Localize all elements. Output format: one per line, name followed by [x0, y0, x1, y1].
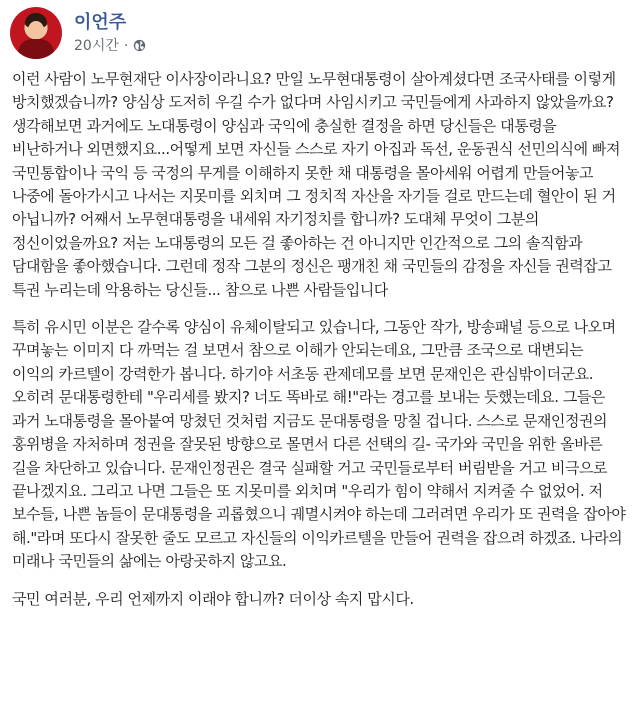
avatar[interactable] — [10, 7, 62, 59]
post-paragraph: 특히 유시민 이분은 갈수록 양심이 유체이탈되고 있습니다, 그동안 작가, 방송패널 등으로 나오며 꾸며놓는 이미지 다 까먹는 걸 보면서 참으로 이해가 안되는데요, 그만큼 조국으로 대변되는 이익의 카르텔이 강력한가 봅니다. 하기야 서초동 관제데모를 보면 문재인은 관심밖이더군요. 오히려 문대통령한테 "우리세를 봤지? 너도 똑바로 해!"라는 경고를 보내는 듯했는데요. 그들은 과거 노대통령을 몰아붙여 망쳤던 것처럼 지금도 문대통령을 망칠 겁니다. 스스로 문재인정권의 홍위병을 자처하며 정권을 잘못된 방향으로 몰면서 다른 선택의 길- 국가와 국민을 위한 올바른 길을 차단하고 있습니다. 문재인정권은 결국 실패할 거고 국민들로부터 버림받을 거고 비극으로 끝나겠지요. 그리고 나면 그들은 또 지못미를 외치며 "우리가 힘이 약해서 지켜줄 수 없었어. 저 보수들, 나쁜 놈들이 문대통령을 괴롭혔으니 궤멸시켜야 하는데 그러려면 우리가 또 권력을 잡아야 해."라며 또다시 잘못한 줄도 모르고 자신들의 이익카르텔을 만들어 권력을 잡으려 하겠죠. 나라의 미래나 국민들의 삶에는 아랑곳하지 않고요. — [12, 318, 626, 571]
post-paragraph: 국민 여러분, 우리 언제까지 이래야 합니까? 더이상 속지 맙시다. — [12, 589, 414, 608]
globe-icon[interactable] — [133, 39, 146, 52]
post-paragraph: 이런 사람이 노무현재단 이사장이라니요? 만일 노무현대통령이 살아계셨다면 조국사태를 이렇게 방치했겠습니까? 양심상 도저히 우길 수가 없다며 사임시키고 국민들에게 사과하지 않았을까요? 생각해보면 과거에도 노대통령이 양심과 국익에 충실한 결정을 하면 당신들은 대통령을 비난하거나 외면했지요...어떻게 보면 자신들 스스로 자기 아집과 독선, 운동권식 선민의식에 빠져 국민통합이나 국익 등 국정의 무게를 이해하지 못한 채 대통령을 몰아세워 어렵게 만들어놓고 나중에 돌아가시고 나서는 지못미를 외치며 그 정치적 자산을 자기들 걸로 만드는데 혈안이 된 거 아닙니까? 어째서 노무현대통령을 내세워 자기정치를 합니까? 도대체 무엇이 그분의 정신이었을까요? 저는 노대통령의 모든 걸 좋아하는 건 아니지만 인간적으로 그의 솔직함과 담대함을 좋아했습니다. 그런데 정작 그분의 정신은 팽개친 채 국민들의 감정을 자신들 권력잡고 특권 누리는데 악용하는 당신들... 참으로 나쁜 사람들입니다 — [12, 70, 621, 299]
author-name[interactable]: 이언주 — [74, 11, 127, 33]
post-body — [12, 68, 626, 611]
post-meta — [74, 12, 146, 55]
post-subline — [74, 37, 146, 55]
meta-separator: · — [123, 37, 129, 54]
post-header — [10, 6, 146, 60]
avatar-coat — [18, 39, 54, 59]
post-timestamp[interactable]: 20시간 — [74, 37, 119, 54]
avatar-face — [28, 21, 44, 39]
